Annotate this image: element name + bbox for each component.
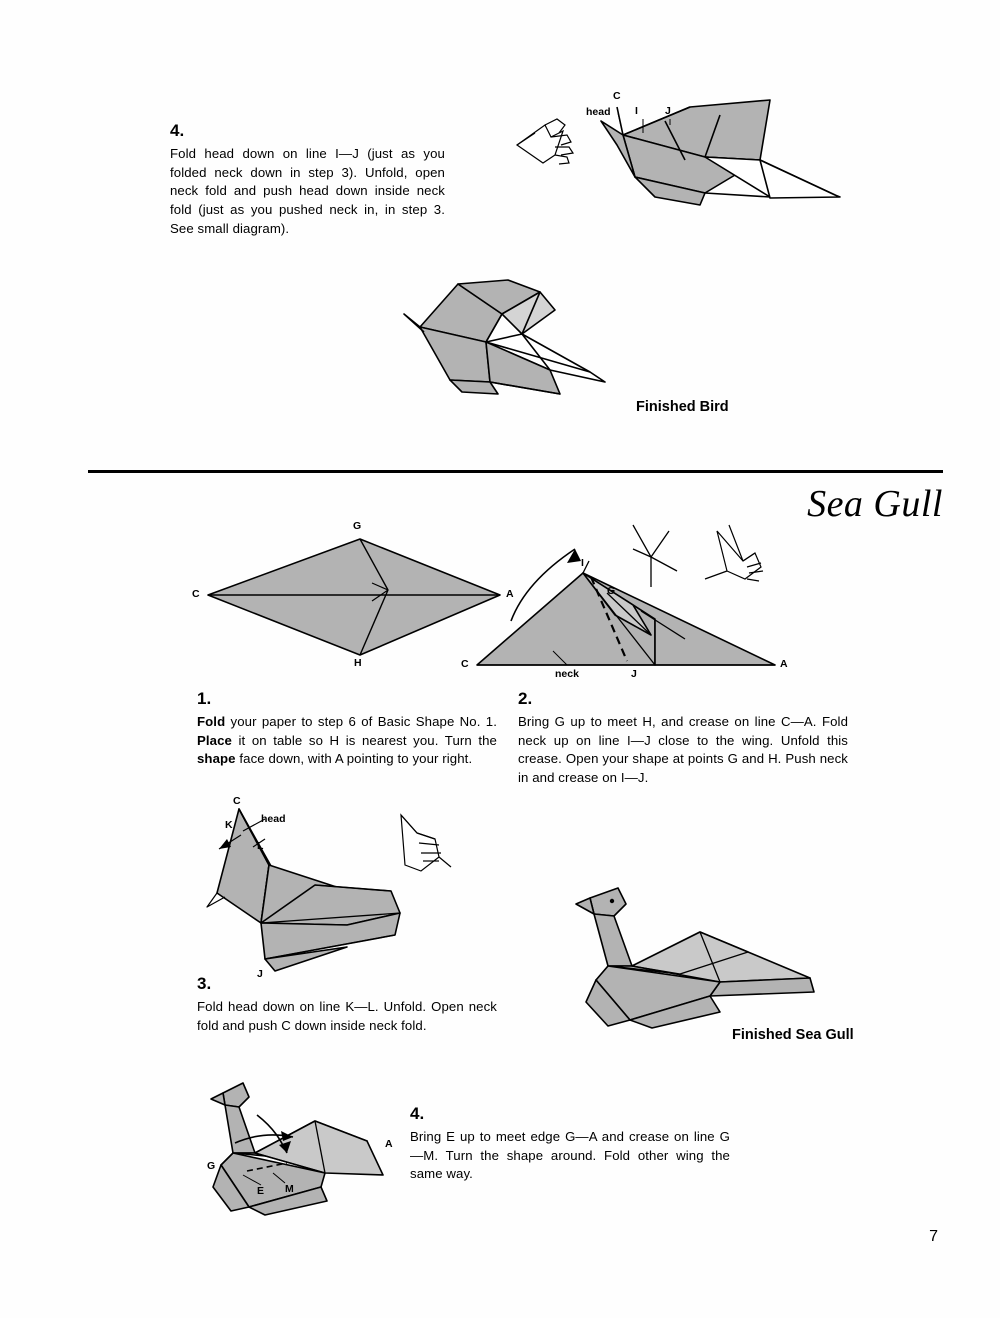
label-c: C [233,795,241,807]
label-c: C [192,588,200,600]
figure-seagull-2-svg [455,515,805,675]
label-a: A [506,588,514,600]
figure-step4-bird [505,85,865,240]
label-g: G [207,1160,216,1172]
label-k: K [225,819,233,831]
figure-finished-bird [390,262,660,422]
figure-finished-sea-gull [560,870,850,1050]
step-text: Fold head down on line K—L. Unfold. Open neck fold and push C down inside neck fold. [197,999,497,1033]
label-c: C [613,90,621,102]
label-neck: neck [555,668,579,680]
step-block-2 [518,690,848,788]
inset-diagram-small [633,525,677,587]
label-g: G [353,520,362,532]
step-number: 4. [410,1104,425,1123]
figure-step4-bird-svg [505,85,865,240]
label-m: M [285,1183,294,1195]
label-a: A [780,658,788,670]
step-number: 3. [197,974,212,993]
label-g: G [607,585,616,597]
figure-seagull-4 [195,1075,415,1220]
eye-dot [610,899,614,903]
step-number: 1. [197,689,212,708]
figure-finished-sea-gull-svg [560,870,850,1050]
section-title-sea-gull: Sea Gull [807,483,943,525]
step-number: 2. [518,689,533,708]
step-text: Fold head down on line I—J (just as you folded neck down in step 3). Unfold, open neck fold and push head down inside neck fold (just as you pushed neck in, in step 3. See small diagram). [170,146,445,236]
figure-seagull-3-svg [195,795,485,990]
step-block-top-4 [170,122,445,239]
step-block-3 [197,975,497,1035]
step-text: Fold your paper to step 6 of Basic Shape No. 1. Place it on table so H is nearest you. Turn the shape face down, with A pointing to your right. [197,714,497,767]
figure-seagull-2 [455,515,805,680]
hand-diagram-icon [401,815,451,871]
label-e: E [257,1185,265,1197]
label-j: J [631,668,637,680]
label-j: J [665,105,671,117]
step-block-4 [410,1105,730,1184]
label-i: I [581,557,584,569]
step-number: 4. [170,121,185,140]
label-c: C [461,658,469,670]
figure-seagull-3 [195,795,485,990]
label-a: A [385,1138,393,1150]
label-head: head [261,813,286,825]
step-text: Bring G up to meet H, and crease on line C—A. Fold neck up on line I—J close to the wing. Unfold this crease. Open your shape at points G and H. Push neck in and crease on I—J. [518,714,848,786]
hand-diagram-icon [705,525,763,581]
section-divider [88,470,943,473]
label-head: head [586,106,611,118]
finished-sea-gull-caption: Finished Sea Gull [732,1027,854,1043]
hand-diagram-icon [517,119,573,164]
page-number: 7 [929,1228,938,1245]
label-h: H [354,657,362,669]
step-block-1 [197,690,497,769]
label-l: L [257,840,264,852]
figure-seagull-4-svg [195,1075,415,1220]
step-text: Bring E up to meet edge G—A and crease on line G—M. Turn the shape around. Fold other wing the same way. [410,1129,730,1182]
label-j: J [257,968,263,980]
label-i: I [635,105,638,117]
figure-finished-bird-svg [390,262,660,422]
finished-bird-caption: Finished Bird [636,399,729,415]
